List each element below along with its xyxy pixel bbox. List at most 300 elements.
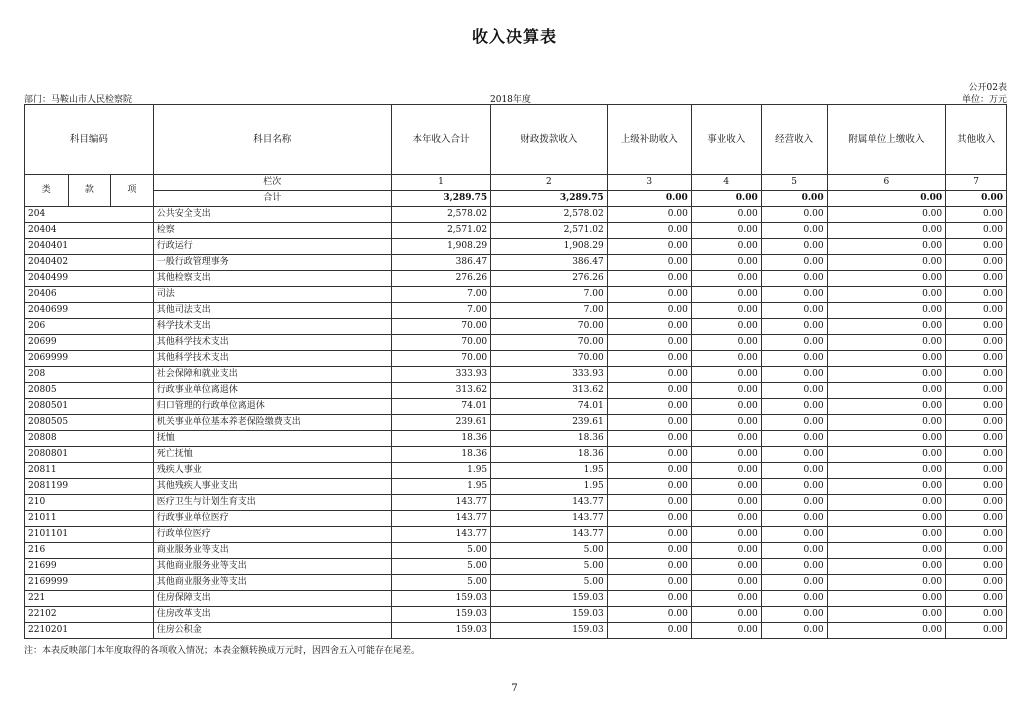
row-value: 0.00 [946,383,1007,399]
row-value: 0.00 [946,415,1007,431]
row-value: 0.00 [761,479,827,495]
row-value: 0.00 [761,543,827,559]
row-value: 1,908.29 [391,239,490,255]
row-value: 0.00 [691,559,761,575]
row-value: 0.00 [827,575,946,591]
row-value: 0.00 [607,415,691,431]
row-code: 20406 [25,287,154,303]
row-code: 210 [25,495,154,511]
row-name: 医疗卫生与计划生育支出 [153,495,391,511]
row-value: 386.47 [391,255,490,271]
row-name: 商业服务业等支出 [153,543,391,559]
header-kuan: 款 [68,175,111,207]
row-value: 0.00 [761,255,827,271]
row-value: 0.00 [761,607,827,623]
row-value: 0.00 [761,511,827,527]
col-number: 2 [491,175,608,191]
row-value: 0.00 [607,239,691,255]
row-value: 159.03 [391,607,490,623]
col-number: 7 [946,175,1007,191]
row-value: 2,571.02 [491,223,608,239]
table-row [25,399,1007,415]
row-value: 0.00 [607,255,691,271]
row-name: 其他商业服务业等支出 [153,559,391,575]
row-value: 0.00 [946,239,1007,255]
row-code: 21011 [25,511,154,527]
row-value: 0.00 [827,511,946,527]
row-code: 206 [25,319,154,335]
row-value: 0.00 [691,495,761,511]
row-value: 0.00 [761,319,827,335]
row-value: 5.00 [391,559,490,575]
row-code: 20811 [25,463,154,479]
col-number: 6 [827,175,946,191]
row-value: 0.00 [827,287,946,303]
row-value: 0.00 [607,287,691,303]
row-value: 0.00 [691,623,761,639]
row-value: 0.00 [607,367,691,383]
row-value: 0.00 [946,255,1007,271]
table-row [25,495,1007,511]
row-value: 1.95 [391,463,490,479]
row-value: 0.00 [691,383,761,399]
row-value: 0.00 [691,255,761,271]
row-value: 0.00 [691,591,761,607]
row-value: 0.00 [946,303,1007,319]
row-value: 0.00 [761,367,827,383]
row-value: 1,908.29 [491,239,608,255]
total-value: 3,289.75 [391,191,490,207]
row-name: 行政事业单位医疗 [153,511,391,527]
row-value: 0.00 [827,335,946,351]
row-name: 司法 [153,287,391,303]
row-name: 抚恤 [153,431,391,447]
row-value: 0.00 [946,463,1007,479]
row-value: 0.00 [761,239,827,255]
row-value: 5.00 [491,575,608,591]
row-value: 0.00 [607,623,691,639]
col-number: 1 [391,175,490,191]
row-code: 2169999 [25,575,154,591]
row-value: 0.00 [607,575,691,591]
total-label: 合计 [153,191,391,207]
row-value: 0.00 [827,415,946,431]
row-value: 74.01 [391,399,490,415]
row-value: 0.00 [827,207,946,223]
row-value: 0.00 [827,431,946,447]
row-code: 2040499 [25,271,154,287]
row-value: 0.00 [827,591,946,607]
table-row [25,415,1007,431]
header-superior: 上级补助收入 [607,105,691,175]
row-value: 0.00 [607,335,691,351]
row-value: 7.00 [491,303,608,319]
row-value: 143.77 [491,495,608,511]
table-row [25,271,1007,287]
row-value: 0.00 [827,543,946,559]
table-row [25,527,1007,543]
row-value: 18.36 [391,431,490,447]
row-value: 0.00 [827,527,946,543]
row-value: 0.00 [827,383,946,399]
row-value: 0.00 [827,223,946,239]
row-name: 其他科学技术支出 [153,335,391,351]
row-value: 0.00 [607,351,691,367]
row-value: 0.00 [827,623,946,639]
row-value: 0.00 [946,223,1007,239]
header-affiliated: 附属单位上缴收入 [827,105,946,175]
row-value: 0.00 [827,399,946,415]
table-row [25,575,1007,591]
row-value: 0.00 [607,431,691,447]
row-name: 其他商业服务业等支出 [153,575,391,591]
row-value: 0.00 [946,559,1007,575]
row-value: 0.00 [691,575,761,591]
header-lei: 类 [25,175,69,207]
row-value: 0.00 [761,575,827,591]
unit-label: 单位：万元 [961,95,1007,105]
row-value: 0.00 [827,271,946,287]
row-value: 0.00 [607,303,691,319]
row-value: 0.00 [607,399,691,415]
row-value: 0.00 [761,207,827,223]
row-value: 0.00 [827,495,946,511]
row-value: 7.00 [491,287,608,303]
row-value: 0.00 [761,335,827,351]
table-row [25,335,1007,351]
row-value: 0.00 [761,463,827,479]
row-name: 死亡抚恤 [153,447,391,463]
row-value: 0.00 [761,623,827,639]
table-row [25,447,1007,463]
row-value: 0.00 [946,511,1007,527]
row-value: 0.00 [827,351,946,367]
table-row [25,239,1007,255]
header-lanci: 栏次 [153,175,391,191]
row-value: 0.00 [761,559,827,575]
row-code: 208 [25,367,154,383]
row-value: 0.00 [946,367,1007,383]
row-value: 333.93 [491,367,608,383]
row-value: 143.77 [491,511,608,527]
row-value: 18.36 [391,447,490,463]
row-name: 其他司法支出 [153,303,391,319]
header-name: 科目名称 [153,105,391,175]
row-code: 20805 [25,383,154,399]
row-code: 2101101 [25,527,154,543]
row-value: 313.62 [391,383,490,399]
fiscal-year: 2018年度 [490,95,531,105]
row-value: 0.00 [946,207,1007,223]
row-name: 检察 [153,223,391,239]
row-value: 0.00 [946,431,1007,447]
row-code: 22102 [25,607,154,623]
row-value: 0.00 [946,591,1007,607]
row-value: 0.00 [761,223,827,239]
row-value: 70.00 [491,335,608,351]
row-value: 0.00 [607,223,691,239]
row-value: 0.00 [946,543,1007,559]
row-value: 0.00 [691,287,761,303]
row-name: 其他检察支出 [153,271,391,287]
row-code: 2080505 [25,415,154,431]
row-value: 0.00 [607,527,691,543]
row-value: 0.00 [691,399,761,415]
row-code: 20808 [25,431,154,447]
row-value: 0.00 [607,495,691,511]
row-value: 70.00 [391,335,490,351]
row-value: 0.00 [607,607,691,623]
row-value: 5.00 [491,543,608,559]
header-business: 事业收入 [691,105,761,175]
header-xiang: 项 [111,175,154,207]
row-value: 70.00 [391,319,490,335]
row-value: 276.26 [391,271,490,287]
row-value: 239.61 [491,415,608,431]
row-value: 0.00 [607,511,691,527]
row-value: 18.36 [491,431,608,447]
row-value: 0.00 [761,271,827,287]
total-value: 0.00 [691,191,761,207]
col-number: 3 [607,175,691,191]
row-code: 2040699 [25,303,154,319]
row-value: 1.95 [491,479,608,495]
row-value: 239.61 [391,415,490,431]
row-name: 其他残疾人事业支出 [153,479,391,495]
table-row [25,351,1007,367]
row-value: 0.00 [946,479,1007,495]
row-value: 333.93 [391,367,490,383]
total-value: 3,289.75 [491,191,608,207]
page-title: 收入决算表 [471,27,557,46]
table-row [25,287,1007,303]
table-row [25,383,1007,399]
row-value: 0.00 [946,319,1007,335]
row-code: 216 [25,543,154,559]
row-value: 143.77 [391,527,490,543]
row-value: 0.00 [827,479,946,495]
page-number: 7 [511,683,518,694]
row-value: 0.00 [827,255,946,271]
table-row [25,607,1007,623]
row-value: 2,578.02 [491,207,608,223]
row-value: 0.00 [827,559,946,575]
row-name: 社会保障和就业支出 [153,367,391,383]
row-value: 0.00 [691,431,761,447]
row-name: 行政单位医疗 [153,527,391,543]
row-value: 0.00 [761,495,827,511]
row-code: 2080501 [25,399,154,415]
row-name: 住房保障支出 [153,591,391,607]
row-value: 0.00 [946,607,1007,623]
row-value: 0.00 [691,271,761,287]
row-value: 0.00 [946,271,1007,287]
table-row [25,207,1007,223]
row-name: 其他科学技术支出 [153,351,391,367]
table-row [25,463,1007,479]
table-row [25,511,1007,527]
row-value: 0.00 [946,399,1007,415]
column-number-row [25,175,1007,191]
row-value: 0.00 [607,543,691,559]
row-code: 2210201 [25,623,154,639]
col-number: 5 [761,175,827,191]
row-name: 归口管理的行政单位离退休 [153,399,391,415]
row-value: 0.00 [607,559,691,575]
row-value: 313.62 [491,383,608,399]
row-value: 70.00 [491,319,608,335]
row-code: 21699 [25,559,154,575]
row-code: 2040402 [25,255,154,271]
row-code: 2040401 [25,239,154,255]
total-value: 0.00 [607,191,691,207]
table-row [25,431,1007,447]
row-value: 0.00 [607,383,691,399]
row-value: 0.00 [946,495,1007,511]
header-other: 其他收入 [946,105,1007,175]
row-value: 0.00 [691,367,761,383]
row-value: 0.00 [691,319,761,335]
row-value: 7.00 [391,287,490,303]
row-value: 143.77 [391,495,490,511]
table-row [25,543,1007,559]
row-value: 70.00 [491,351,608,367]
row-value: 0.00 [946,335,1007,351]
row-value: 0.00 [691,527,761,543]
row-value: 2,578.02 [391,207,490,223]
row-value: 2,571.02 [391,223,490,239]
row-value: 0.00 [827,239,946,255]
row-value: 0.00 [691,479,761,495]
row-code: 2080801 [25,447,154,463]
row-code: 20699 [25,335,154,351]
row-value: 74.01 [491,399,608,415]
department-label: 部门：马鞍山市人民检察院 [24,95,133,105]
row-value: 0.00 [607,271,691,287]
table-row [25,319,1007,335]
col-number: 4 [691,175,761,191]
row-value: 0.00 [761,431,827,447]
row-value: 0.00 [607,207,691,223]
row-value: 7.00 [391,303,490,319]
row-value: 0.00 [761,383,827,399]
row-value: 5.00 [391,543,490,559]
row-value: 0.00 [691,511,761,527]
row-value: 0.00 [691,463,761,479]
row-name: 住房改革支出 [153,607,391,623]
table-row [25,367,1007,383]
row-value: 386.47 [491,255,608,271]
row-name: 行政事业单位离退休 [153,383,391,399]
row-value: 5.00 [491,559,608,575]
table-row [25,255,1007,271]
row-name: 住房公积金 [153,623,391,639]
row-value: 159.03 [491,591,608,607]
row-value: 18.36 [491,447,608,463]
row-name: 残疾人事业 [153,463,391,479]
row-value: 0.00 [607,479,691,495]
row-value: 143.77 [391,511,490,527]
header-operating: 经营收入 [761,105,827,175]
row-name: 行政运行 [153,239,391,255]
table-row [25,591,1007,607]
row-value: 276.26 [491,271,608,287]
row-value: 0.00 [946,623,1007,639]
row-value: 0.00 [827,367,946,383]
header-code: 科目编码 [25,105,154,175]
row-value: 0.00 [691,351,761,367]
row-value: 0.00 [827,447,946,463]
row-name: 公共安全支出 [153,207,391,223]
row-value: 0.00 [607,319,691,335]
table-row [25,303,1007,319]
row-value: 159.03 [391,623,490,639]
row-name: 一般行政管理事务 [153,255,391,271]
total-value: 0.00 [946,191,1007,207]
row-code: 2069999 [25,351,154,367]
row-value: 0.00 [761,415,827,431]
row-value: 143.77 [491,527,608,543]
row-value: 1.95 [491,463,608,479]
row-value: 0.00 [761,303,827,319]
header-fiscal: 财政拨款收入 [491,105,608,175]
row-name: 机关事业单位基本养老保险缴费支出 [153,415,391,431]
row-value: 70.00 [391,351,490,367]
row-value: 0.00 [761,351,827,367]
row-code: 20404 [25,223,154,239]
row-value: 0.00 [761,399,827,415]
total-value: 0.00 [761,191,827,207]
row-value: 5.00 [391,575,490,591]
row-value: 0.00 [607,447,691,463]
row-value: 0.00 [761,527,827,543]
footnote: 注：本表反映部门本年度取得的各项收入情况；本表金额转换成万元时，因四舍五入可能存在尾差。 [24,646,421,656]
table-row [25,623,1007,639]
row-value: 0.00 [691,239,761,255]
row-value: 0.00 [691,223,761,239]
total-value: 0.00 [827,191,946,207]
row-value: 0.00 [946,287,1007,303]
table-row [25,223,1007,239]
row-value: 0.00 [691,335,761,351]
row-value: 1.95 [391,479,490,495]
row-value: 0.00 [607,463,691,479]
row-value: 0.00 [761,591,827,607]
row-value: 159.03 [391,591,490,607]
table-row [25,559,1007,575]
row-value: 0.00 [761,447,827,463]
row-value: 0.00 [691,607,761,623]
row-value: 0.00 [691,415,761,431]
row-value: 0.00 [761,287,827,303]
header-row [25,105,1007,175]
row-code: 2081199 [25,479,154,495]
row-value: 0.00 [946,447,1007,463]
row-name: 科学技术支出 [153,319,391,335]
row-value: 159.03 [491,623,608,639]
row-value: 0.00 [946,575,1007,591]
row-value: 0.00 [691,207,761,223]
total-row [25,191,1007,207]
row-value: 0.00 [691,447,761,463]
row-value: 159.03 [491,607,608,623]
income-table [24,104,1007,639]
row-value: 0.00 [827,607,946,623]
row-value: 0.00 [827,463,946,479]
row-code: 204 [25,207,154,223]
row-value: 0.00 [691,303,761,319]
table-row [25,479,1007,495]
